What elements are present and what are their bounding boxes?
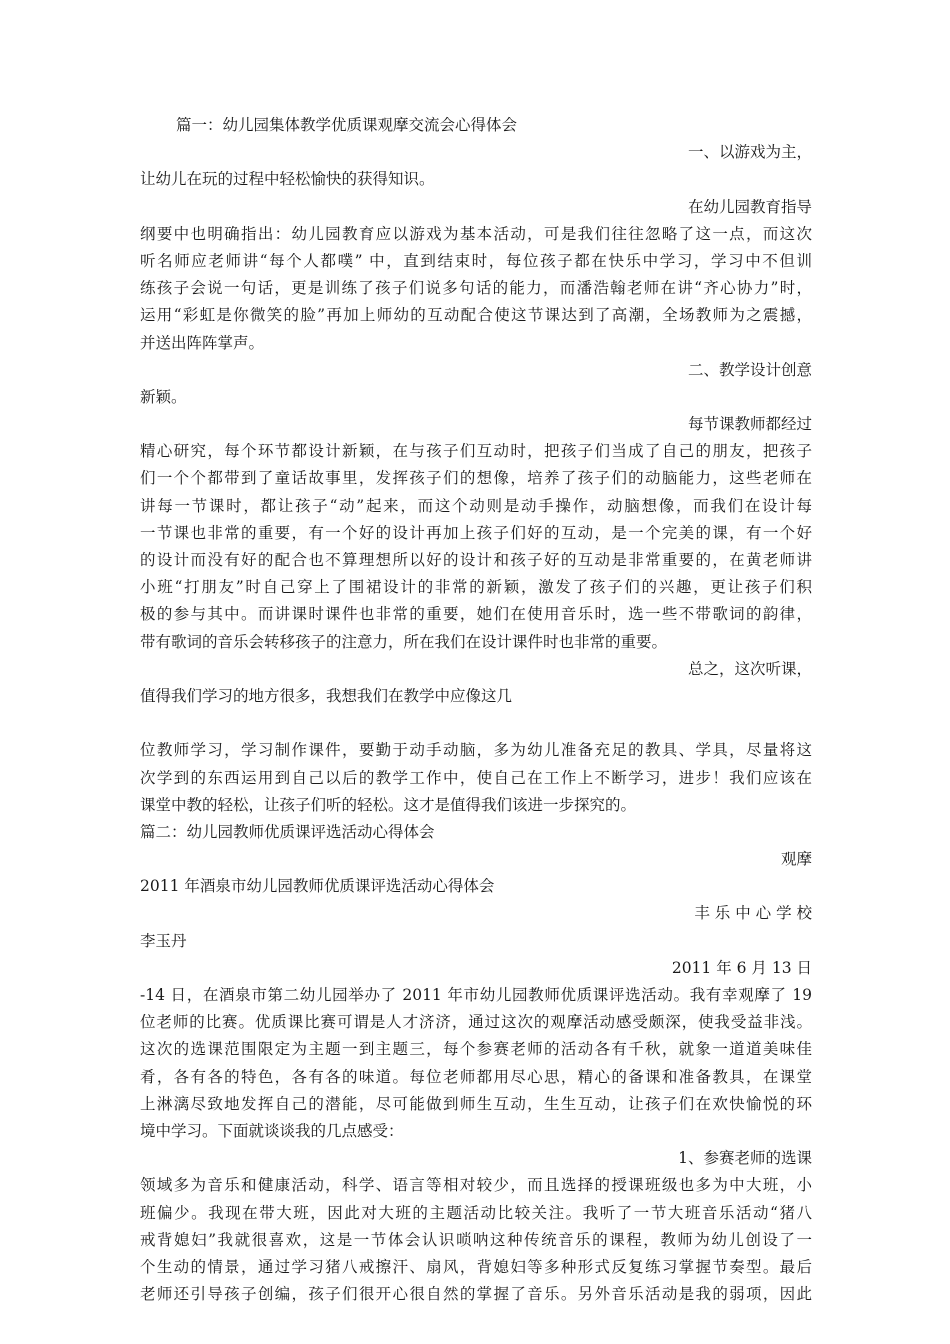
text-line: 境中学习。下面就谈谈我的几点感受： — [140, 1121, 404, 1140]
text-line: 次学到的东西运用到自己以后的教学工作中，使自己在工作上不断学习，进步！我们应该在 — [140, 768, 812, 787]
text-line: 精心研究，每个环节都设计新颖，在与孩子们互动时，把孩子们当成了自己的朋友，把孩子 — [140, 442, 812, 461]
text-line: 肴，各有各的特色，各有各的味道。每位老师都用尽心思，精心的备课和准备教具，在课堂 — [140, 1067, 812, 1086]
text-line: 这次的选课范围限定为主题一到主题三，每个参赛老师的活动各有千秋，就象一道道美味佳 — [140, 1040, 812, 1059]
blank-line — [140, 710, 812, 737]
text-line: 课堂中教的轻松，让孩子们听的轻松。这才是值得我们该进一步探究的。 — [140, 795, 637, 814]
text-line: 总之，这次听课， — [687, 659, 812, 678]
text-line: 领域多为音乐和健康活动，科学、语言等相对较少，而且选择的授课班级也多为中大班，小 — [140, 1176, 812, 1195]
text-line: 班偏少。我现在带大班，因此对大班的主题活动比较关注。我听了一节大班音乐活动“猪八 — [140, 1203, 812, 1222]
text-line: 极的参与其中。而讲课时课件也非常的重要，她们在使用音乐时，选一些不带歌词的韵律， — [140, 605, 812, 624]
text-line: 的设计而没有好的配合也不算理想所以好的设计和孩子好的互动是非常重要的，在黄老师讲 — [140, 551, 812, 569]
section-heading-three: 1、参赛老师的选课 — [678, 1149, 812, 1168]
text-line: 小班“打朋友”时自己穿上了围裙设计的非常的新颖，激发了孩子们的兴趣，更让孩子们积 — [140, 578, 812, 597]
text-line: 运用“彩虹是你微笑的脸”再加上师幼的互动配合使这节课达到了高潮，全场教师为之震撼， — [140, 306, 812, 325]
text-line: 老师还引导孩子创编，孩子们很开心很自然的掌握了音乐。另外音乐活动是我的弱项，因此 — [140, 1285, 812, 1304]
text-line: 新颖。 — [140, 387, 187, 406]
text-line: 观摩 — [780, 850, 812, 869]
article-two-subtitle: 2011 年酒泉市幼儿园教师优质课评选活动心得体会 — [140, 877, 495, 896]
text-line: 在幼儿园教育指导 — [687, 197, 812, 216]
text-line: 听名师应老师讲“每个人都噗” 中，直到结束时，每位孩子都在快乐中学习，学习中不但训 — [140, 251, 812, 270]
section-heading-two: 二、教学设计创意 — [687, 360, 812, 379]
text-line: 带有歌词的音乐会转移孩子的注意力，所在我们在设计课件时也非常的重要。 — [140, 632, 668, 651]
date-line: 2011 年 6 月 13 日 — [671, 958, 812, 977]
section-heading-one: 一、以游戏为主， — [687, 143, 812, 162]
text-line: 个生动的情景，通过学习猪八戒擦汗、扇风，背媳妇等多种形式反复练习掌握节奏型。最后 — [140, 1257, 812, 1276]
document-body — [140, 112, 812, 1308]
text-line: 位教师学习，学习制作课件，要勤于动手动脑，多为幼儿准备充足的教具、学具，尽量将这 — [140, 741, 812, 760]
text-line: 戒背媳妇”我就很喜欢，这是一节体会认识唢呐这种传统音乐的课程，教师为幼儿创设了一 — [140, 1230, 812, 1249]
author-name: 李玉丹 — [140, 931, 187, 950]
text-line: 位老师的比赛。优质课比赛可谓是人才济济，通过这次的观摩活动感受颇深，使我受益非浅。 — [140, 1013, 812, 1032]
text-line: 上淋漓尽致地发挥自己的潜能，尽可能做到师生互动，生生互动，让孩子们在欢快愉悦的环 — [140, 1094, 812, 1113]
text-line: 一节课也非常的重要，有一个好的设计再加上孩子们好的互动，是一个完美的课，有一个好 — [140, 523, 812, 542]
text-line: 讲每一节课时，都让孩子“动”起来，而这个动则是动手操作，动脑想像，而我们在设计每 — [140, 496, 812, 515]
text-line: 让幼儿在玩的过程中轻松愉快的获得知识。 — [140, 170, 435, 189]
text-line: 并送出阵阵掌声。 — [140, 333, 265, 352]
text-line: 们一个个都带到了童话故事里，发挥孩子们的想像，培养了孩子们的动脑能力，这些老师在 — [140, 469, 812, 488]
text-line: -14 日，在酒泉市第二幼儿园举办了 2011 年市幼儿园教师优质课评选活动。我有幸观摩了 19 — [140, 986, 812, 1004]
article-one-title: 篇一：幼儿园集体教学优质课观摩交流会心得体会 — [176, 116, 518, 134]
text-line: 每节课教师都经过 — [687, 415, 812, 434]
article-two-title: 篇二：幼儿园教师优质课评选活动心得体会 — [140, 822, 435, 841]
text-line: 练孩子会说一句话，更是训练了孩子们说多句话的能力，而潘浩翰老师在讲“齐心协力”时， — [140, 279, 812, 298]
author-school: 丰 乐 中 心 学 校 — [694, 904, 812, 923]
text-line: 值得我们学习的地方很多，我想我们在教学中应像这几 — [140, 686, 513, 705]
text-line: 纲要中也明确指出：幼儿园教育应以游戏为基本活动，可是我们往往忽略了这一点，而这次 — [140, 224, 812, 243]
